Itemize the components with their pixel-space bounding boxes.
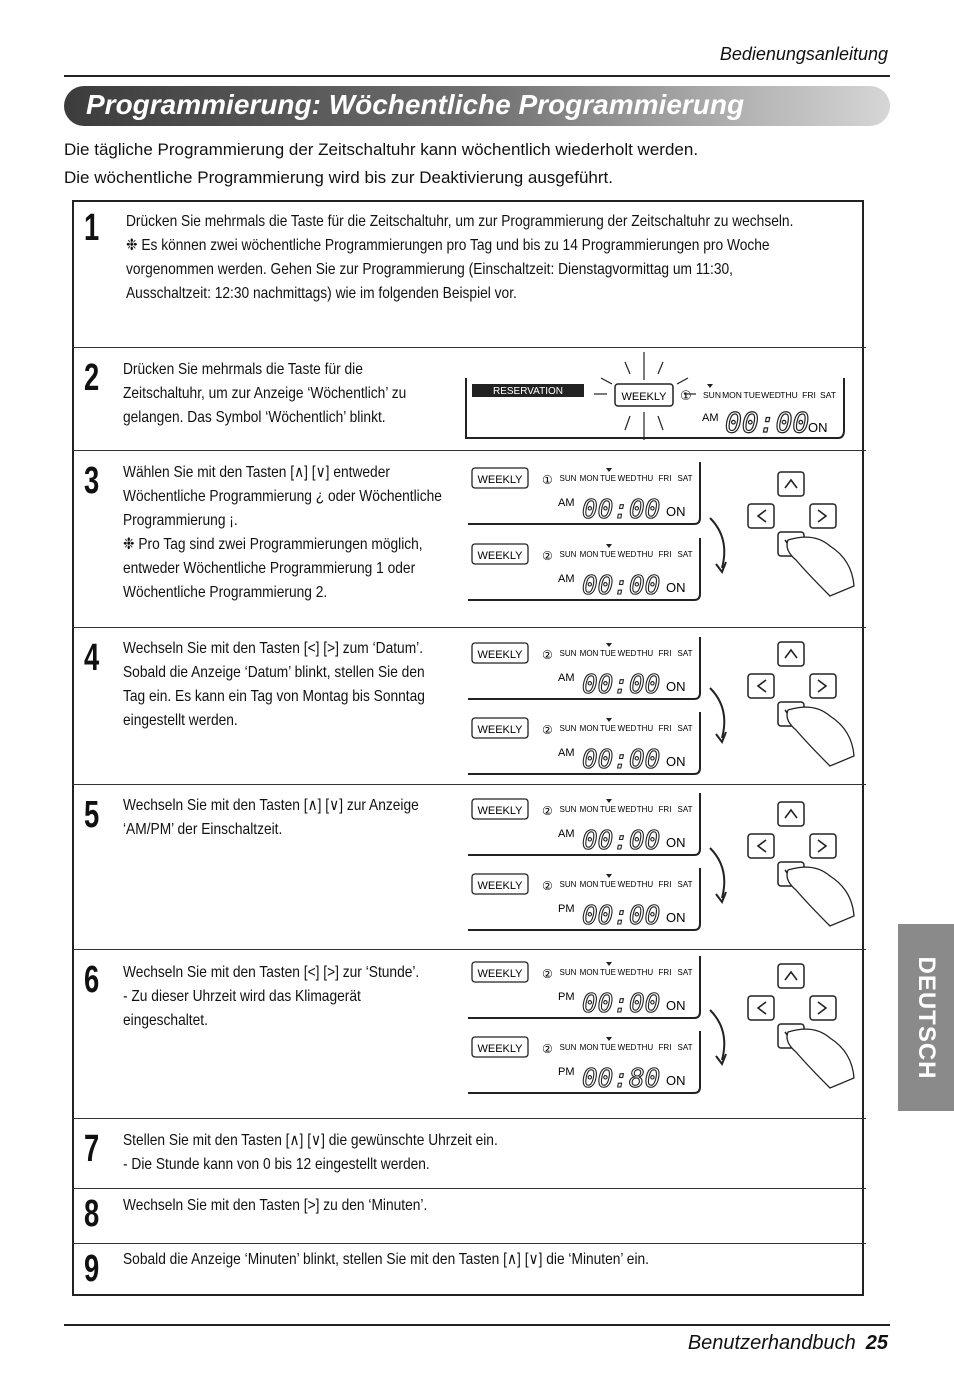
reservation-label: RESERVATION: [492, 386, 564, 397]
svg-text:SUN: SUN: [559, 880, 577, 889]
step-number-5: 5: [84, 794, 100, 836]
svg-text:THU: THU: [636, 550, 654, 559]
step-number-2: 2: [84, 357, 100, 399]
program-number: ②: [542, 723, 553, 737]
lcd-display-panel: [466, 954, 706, 1020]
svg-text:THU: THU: [636, 880, 654, 889]
svg-text:WED: WED: [617, 1043, 637, 1052]
step-separator: [72, 949, 866, 950]
step-separator: [72, 784, 866, 785]
manual-header-label: Bedienungsanleitung: [719, 44, 888, 64]
remote-keypad-illustration: [704, 638, 864, 778]
svg-text:FRI: FRI: [658, 474, 672, 483]
step-separator: [72, 1188, 866, 1189]
lcd-display-panel: [466, 635, 706, 701]
program-number: ②: [542, 879, 553, 893]
svg-text:WED: WED: [761, 390, 781, 400]
program-number: ②: [542, 648, 553, 662]
step-text-1: Drücken Sie mehrmals die Taste für die Zeitschaltuhr, um zur Programmierung der Zeitschaltuhr zu wechseln. ❉ Es können zwei wöchentliche Programmierungen pro Tag und bis zu 14 Programmierungen pro Woche vorgenommen werden. Gehen Sie zur Programmierung (Einschaltzeit: Dienstagvormittag um 11:30, Ausschaltzeit: 12:30 nachmittags) wie im folgenden Beispiel vor.: [126, 213, 794, 302]
svg-text:FRI: FRI: [658, 550, 672, 559]
step-separator: [72, 450, 866, 451]
svg-text:WED: WED: [617, 550, 637, 559]
on-label: ON: [666, 504, 686, 519]
svg-text:SUN: SUN: [703, 390, 721, 400]
svg-text:SAT: SAT: [820, 390, 836, 400]
svg-text:SUN: SUN: [559, 649, 577, 658]
svg-text:WED: WED: [617, 724, 637, 733]
step-number-7: 7: [84, 1128, 100, 1170]
svg-text:SUN: SUN: [559, 968, 577, 977]
svg-text:TUE: TUE: [600, 805, 616, 814]
svg-text:FRI: FRI: [658, 880, 672, 889]
time-digits: 00:00: [582, 495, 661, 525]
weekly-label: WEEKLY: [477, 474, 523, 486]
svg-text:SAT: SAT: [677, 724, 693, 733]
footer-rule: [64, 1324, 890, 1326]
svg-text:MON: MON: [579, 724, 599, 733]
am-label: AM: [702, 412, 719, 424]
svg-text:FRI: FRI: [658, 649, 672, 658]
weekly-label: WEEKLY: [477, 1043, 523, 1055]
weekly-label: WEEKLY: [477, 880, 523, 892]
svg-text:SAT: SAT: [677, 968, 693, 977]
step-text-9: Sobald die Anzeige ‘Minuten’ blinkt, stellen Sie mit den Tasten [∧] [∨] die ‘Minuten’ ein.: [123, 1251, 649, 1268]
svg-text:FRI: FRI: [658, 968, 672, 977]
step-number-8: 8: [84, 1193, 100, 1235]
on-label: ON: [666, 910, 686, 925]
weekly-label: WEEKLY: [477, 724, 523, 736]
svg-text:THU: THU: [636, 724, 654, 733]
weekly-label: WEEKLY: [477, 805, 523, 817]
step-text-5: Wechseln Sie mit den Tasten [∧] [∨] zur Anzeige ‘AM/PM’ der Einschaltzeit.: [123, 797, 419, 838]
step-text-4: Wechseln Sie mit den Tasten [<] [>] zum ‘Datum’. Sobald die Anzeige ‘Datum’ blinkt, stellen Sie den Tag ein. Es kann ein Tag von Montag bis Sonntag eingestellt werden.: [123, 640, 425, 729]
program-number: ②: [542, 1042, 553, 1056]
svg-text:SAT: SAT: [677, 880, 693, 889]
intro-line-1: Die tägliche Programmierung der Zeitschaltuhr kann wöchentlich wiederholt werden.: [64, 140, 699, 159]
remote-keypad-illustration: [704, 468, 864, 608]
svg-text:TUE: TUE: [600, 1043, 616, 1052]
on-label: ON: [666, 835, 686, 850]
svg-text:MON: MON: [579, 649, 599, 658]
on-label: ON: [666, 754, 686, 769]
step-text-8: Wechseln Sie mit den Tasten [>] zu den ‘Minuten’.: [123, 1197, 428, 1214]
svg-text:MON: MON: [722, 390, 742, 400]
page-number: 25: [865, 1332, 888, 1354]
svg-text:THU: THU: [636, 649, 654, 658]
time-digits: 00:80: [582, 1064, 661, 1094]
svg-text:THU: THU: [780, 390, 798, 400]
lcd-display-panel: [466, 791, 706, 857]
svg-text:TUE: TUE: [600, 474, 616, 483]
svg-text:SAT: SAT: [677, 474, 693, 483]
time-digits: 00:00: [582, 745, 661, 775]
weekly-label: WEEKLY: [477, 550, 523, 562]
svg-text:MON: MON: [579, 550, 599, 559]
intro-line-2: Die wöchentliche Programmierung wird bis zur Deaktivierung ausgeführt.: [64, 168, 613, 187]
weekly-label: WEEKLY: [477, 649, 523, 661]
remote-keypad-illustration: [704, 798, 864, 938]
step-separator: [72, 627, 866, 628]
svg-text:MON: MON: [579, 474, 599, 483]
svg-text:SUN: SUN: [559, 805, 577, 814]
svg-text:MON: MON: [579, 1043, 599, 1052]
intro-text: [64, 136, 698, 192]
step-text-6: Wechseln Sie mit den Tasten [<] [>] zur ‘Stunde’. - Zu dieser Uhrzeit wird das Klimagerät eingeschaltet.: [123, 964, 420, 1029]
am-pm-label: AM: [558, 573, 575, 585]
lcd-display-panel: [466, 866, 706, 932]
weekly-label: WEEKLY: [477, 968, 523, 980]
lcd-display-step2: [462, 350, 846, 444]
step-text-7: Stellen Sie mit den Tasten [∧] [∨] die gewünschte Uhrzeit ein. - Die Stunde kann von 0 bis 12 eingestellt werden.: [123, 1132, 498, 1173]
program-number: ②: [542, 549, 553, 563]
language-side-tab-label: DEUTSCH: [913, 955, 940, 1080]
remote-keypad-illustration: [704, 960, 864, 1100]
footer-label: Benutzerhandbuch: [687, 1332, 856, 1354]
footer: [688, 1332, 888, 1355]
time-digits: 00:00: [582, 901, 661, 931]
header-rule: [64, 75, 890, 77]
svg-text:FRI: FRI: [802, 390, 816, 400]
am-pm-label: PM: [558, 1066, 575, 1078]
step-text-2: Drücken Sie mehrmals die Taste für die Zeitschaltuhr, um zur Anzeige ‘Wöchentlich’ zu gelangen. Das Symbol ‘Wöchentlich’ blinkt.: [123, 361, 407, 426]
am-pm-label: AM: [558, 497, 575, 509]
language-side-tab: [898, 924, 954, 1111]
on-label: ON: [666, 998, 686, 1013]
svg-text:WED: WED: [617, 880, 637, 889]
program-number: ②: [542, 967, 553, 981]
program-number: ①: [542, 473, 553, 487]
step-text-3: Wählen Sie mit den Tasten [∧] [∨] entweder Wöchentliche Programmierung ¿ oder Wöchentliche Programmierung ¡. ❉ Pro Tag sind zwei Programmierungen möglich, entweder Wöchentliche Programmierung 1 oder Wöchentliche Programmierung 2.: [123, 464, 442, 601]
program-number: ②: [542, 804, 553, 818]
on-label: ON: [666, 1073, 686, 1088]
program-number: ①: [680, 389, 692, 404]
svg-text:SUN: SUN: [559, 550, 577, 559]
page-title: Programmierung: Wöchentliche Programmierung: [86, 89, 745, 120]
svg-text:SAT: SAT: [677, 805, 693, 814]
svg-text:TUE: TUE: [600, 880, 616, 889]
time-digits: 00:00: [582, 571, 661, 601]
lcd-display-panel: [466, 1029, 706, 1095]
svg-text:WED: WED: [617, 474, 637, 483]
svg-text:THU: THU: [636, 474, 654, 483]
time-digits: 00:00: [582, 670, 661, 700]
svg-text:FRI: FRI: [658, 1043, 672, 1052]
svg-text:SAT: SAT: [677, 649, 693, 658]
am-pm-label: AM: [558, 747, 575, 759]
svg-text:TUE: TUE: [600, 550, 616, 559]
svg-text:THU: THU: [636, 1043, 654, 1052]
svg-text:FRI: FRI: [658, 805, 672, 814]
on-label: ON: [808, 420, 828, 435]
weekly-label: WEEKLY: [621, 391, 667, 403]
time-digits: 00:00: [725, 406, 810, 439]
step-number-9: 9: [84, 1248, 100, 1290]
svg-text:MON: MON: [579, 805, 599, 814]
am-pm-label: PM: [558, 991, 575, 1003]
svg-text:MON: MON: [579, 880, 599, 889]
am-pm-label: PM: [558, 903, 575, 915]
svg-text:WED: WED: [617, 805, 637, 814]
svg-text:TUE: TUE: [600, 724, 616, 733]
am-pm-label: AM: [558, 672, 575, 684]
day-labels: [703, 390, 836, 400]
time-digits: 00:00: [582, 826, 661, 856]
svg-text:SUN: SUN: [559, 724, 577, 733]
svg-text:THU: THU: [636, 805, 654, 814]
svg-text:SUN: SUN: [559, 1043, 577, 1052]
on-label: ON: [666, 679, 686, 694]
svg-text:TUE: TUE: [600, 968, 616, 977]
svg-text:SAT: SAT: [677, 550, 693, 559]
svg-text:THU: THU: [636, 968, 654, 977]
svg-text:MON: MON: [579, 968, 599, 977]
step-separator: [72, 1118, 866, 1119]
on-label: ON: [666, 580, 686, 595]
step-number-6: 6: [84, 959, 100, 1001]
svg-text:TUE: TUE: [743, 390, 761, 400]
svg-text:FRI: FRI: [658, 724, 672, 733]
step-number-1: 1: [84, 207, 100, 249]
step-number-4: 4: [84, 637, 100, 679]
svg-text:SUN: SUN: [559, 474, 577, 483]
lcd-display-panel: [466, 460, 706, 526]
time-digits: 00:00: [582, 989, 661, 1019]
svg-text:WED: WED: [617, 968, 637, 977]
step-separator: [72, 1243, 866, 1244]
svg-text:WED: WED: [617, 649, 637, 658]
title-bar: [64, 86, 890, 126]
svg-text:TUE: TUE: [600, 649, 616, 658]
svg-text:SAT: SAT: [677, 1043, 693, 1052]
lcd-display-panel: [466, 536, 706, 602]
am-pm-label: AM: [558, 828, 575, 840]
step-separator: [72, 347, 866, 348]
lcd-display-panel: [466, 710, 706, 776]
step-number-3: 3: [84, 460, 100, 502]
